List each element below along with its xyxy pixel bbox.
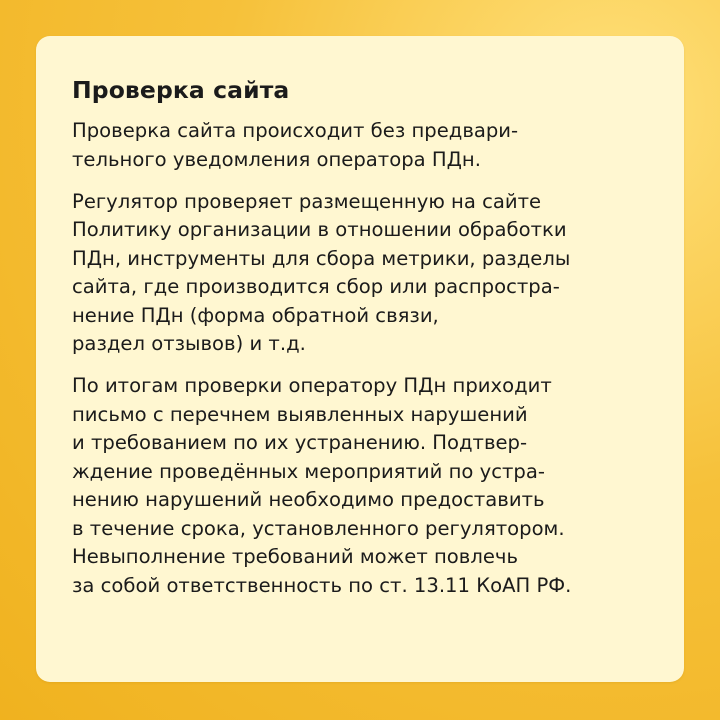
text-line: ждение проведённых мероприятий по устра- — [72, 459, 545, 483]
card-title: Проверка сайта — [72, 76, 290, 104]
text-line: в течение срока, установленного регулятором. — [72, 516, 565, 540]
text-line: тельного уведомления оператора ПДн. — [72, 147, 481, 171]
paragraph-regulator-check — [72, 188, 648, 359]
text-line: нение ПДн (форма обратной связи, — [72, 303, 439, 327]
text-line: Невыполнение требований может повлечь — [72, 545, 519, 568]
text-line: за собой ответственность по ст. 13.11 КоАП РФ. — [72, 573, 572, 597]
info-card — [36, 36, 684, 682]
text-line: письмо с перечнем выявленных нарушений — [72, 402, 528, 426]
text-line: Регулятор проверяет размещенную на сайте — [72, 189, 542, 213]
text-line: По итогам проверки оператору ПДн приходит — [72, 374, 552, 397]
text-line: и требованием по их устранению. Подтвер- — [72, 431, 528, 454]
text-line: нению нарушений необходимо предоставить — [72, 488, 545, 511]
paragraph-intro — [72, 117, 648, 174]
text-line: сайта, где производится сбор или распростра- — [72, 275, 560, 298]
text-line: Политику организации в отношении обработки — [72, 218, 567, 241]
paragraph-results — [72, 372, 648, 600]
text-line: ПДн, инструменты для сбора метрики, разделы — [72, 246, 571, 270]
text-line: раздел отзывов) и т.д. — [72, 332, 306, 355]
text-line: Проверка сайта происходит без предвари- — [72, 119, 519, 142]
